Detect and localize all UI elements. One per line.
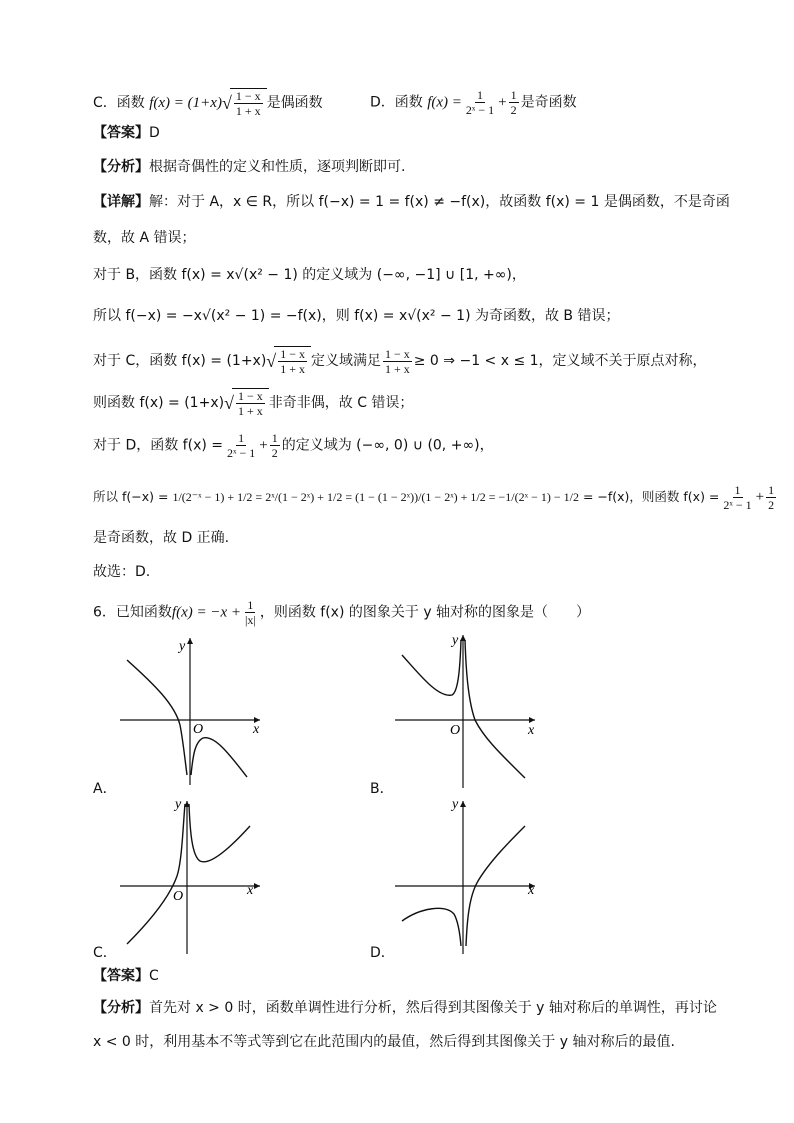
detail-d-line2: 所以 f(−x) = 1/(2⁻ˣ − 1) + 1/2 = 2ˣ/(1 − 2ˣ) + 1/2 = (1 − (1 − 2ˣ))/(1 − 2ˣ) + 1/2 = −1/(2ˣ − 1) − 1/2 = −f(x)，则函数 f(x) = $\frac{1}{\text{2ˣ − 1}}$ + $\frac{1}{2}$ [93, 483, 775, 512]
detail-d-line3: 是奇函数，故 D 正确. [93, 530, 230, 546]
graph-a [115, 630, 265, 790]
detail-b-line2: 所以 f(−x) = −x√(x² − 1) = −f(x)，则 f(x) = x√(x² − 1) 为奇函数，故 B 错误； [93, 308, 620, 324]
option-d-label[interactable]: D． [370, 945, 395, 961]
svg-text:y: y [452, 797, 459, 812]
detail-a-line1: 【详解】解：对于 A，x ∈ R，所以 f(−x) = 1 = f(x) ≠ −f(x)，故函数 f(x) = 1 是偶函数，不是奇函 [93, 194, 730, 210]
graph-d [390, 796, 540, 956]
detail-c-line2: 则函数 f(x) = (1+x)√ $\frac{1 - x}{1 + x}$ 非奇非偶，故 C 错误； [93, 389, 414, 418]
answer-tag: 【答案】 [93, 125, 149, 141]
graph-b [390, 630, 540, 790]
svg-text:x: x [528, 883, 535, 898]
graph-c [115, 796, 265, 956]
detail-b-line1: 对于 B，函数 f(x) = x√(x² − 1) 的定义域为 (−∞, −1] ∪ [1, +∞)， [93, 267, 526, 283]
svg-text:y: y [175, 797, 182, 812]
svg-text:x: x [528, 723, 535, 738]
option-c-label[interactable]: C． [93, 945, 117, 961]
detail-a-line2: 数，故 A 错误； [93, 230, 196, 246]
origin-label: O [193, 722, 204, 737]
answer-line: 【答案】D [93, 125, 160, 141]
analysis2-line1: 【分析】首先对 x > 0 时，函数单调性进行分析，然后得到其图像关于 y 轴对称后的单调性，再讨论 [93, 1000, 717, 1016]
option-d-line: D．函数 f(x) = $\frac{1}{\text{2ˣ − 1}}$ + $\frac{1}{2}$ 是奇函数 [370, 88, 577, 117]
svg-text:O: O [450, 723, 461, 738]
detail-d-line1: 对于 D，函数 f(x) = $\frac{1}{\text{2ˣ − 1}}$ + $\frac{1}{2}$ 的定义域为 (−∞, 0) ∪ (0, +∞)， [93, 431, 494, 460]
axis-x-label: x [253, 722, 260, 737]
question-6: 6．已知函数f(x) = −x + $\frac{1}{|x|}$ ，则函数 f(x) 的图象关于 y 轴对称的图象是（ ） [93, 598, 591, 627]
option-c-line: C．函数 f(x) = (1+x)√ $\frac{1 - x}{1 + x}$ 是偶函数 [93, 89, 323, 118]
answer2-line: 【答案】C [93, 968, 159, 984]
analysis-line: 【分析】根据奇偶性的定义和性质，逐项判断即可. [93, 159, 406, 175]
sqrt-c: $\frac{1 - x}{1 + x}$ [230, 88, 267, 118]
analysis2-line2: x < 0 时，利用基本不等式等到它在此范围内的最值，然后得到其图像关于 y 轴对称后的最值. [93, 1034, 675, 1050]
svg-text:y: y [452, 633, 459, 648]
svg-text:O: O [173, 889, 184, 904]
option-a-label[interactable]: A． [93, 781, 117, 797]
choose-line: 故选：D. [93, 564, 151, 580]
svg-text:x: x [247, 883, 254, 898]
axis-y-label: y [179, 639, 186, 654]
detail-c-line1: 对于 C，函数 f(x) = (1+x)√ $\frac{1 - x}{1 + x}$ 定义域满足 $\frac{1 - x}{1 + x}$ ≥ 0 ⇒ −1 < x ≤ 1，定义域不关于原点对称， [93, 346, 707, 376]
option-b-label[interactable]: B． [370, 781, 394, 797]
